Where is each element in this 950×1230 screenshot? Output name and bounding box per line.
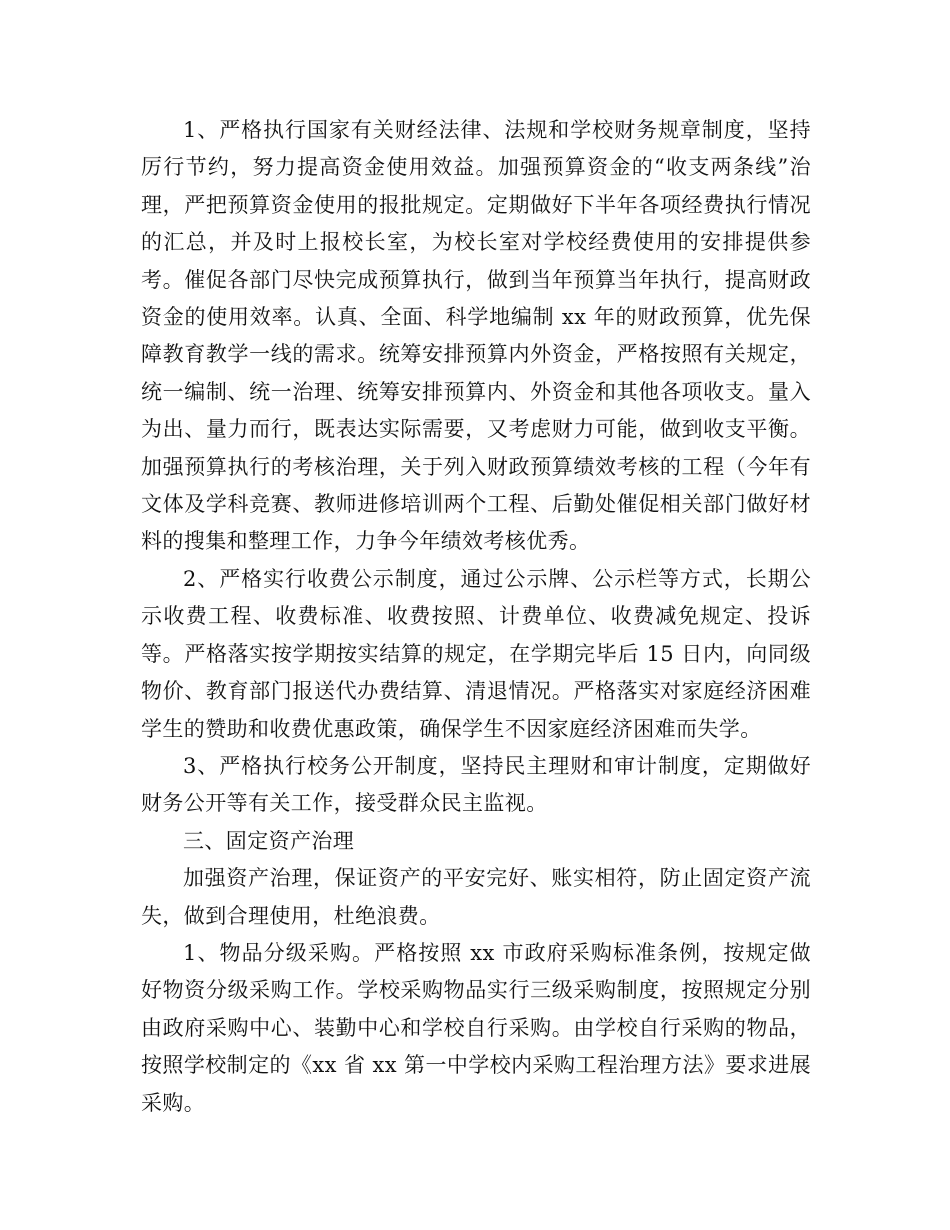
document-body <box>141 112 811 1122</box>
paragraph-tiered-procurement: 1、物品分级采购。严格按照 xx 市政府采购标准条例，按规定做好物资分级采购工作。学校采购物品实行三级采购制度，按照规定分别由政府采购中心、装勤中心和学校自行采购。由学校自行采购的物品，按照学校制定的《xx 省 xx 第一中学校内采购工程治理方法》要求进展采购。 <box>141 940 811 1115</box>
paragraph-school-affairs-disclosure: 3、严格执行校务公开制度，坚持民主理财和审计制度，定期做好财务公开等有关工作，接受群众民主监视。 <box>141 753 811 816</box>
paragraph-asset-management: 加强资产治理，保证资产的平安完好、账实相符，防止固定资产流失，做到合理使用，杜绝浪费。 <box>141 866 811 928</box>
paragraph-fee-disclosure: 2、严格实行收费公示制度，通过公示牌、公示栏等方式，长期公示收费工程、收费标准、收费按照、计费单位、收费减免规定、投诉等。严格落实按学期按实结算的规定，在学期完毕后 15 日内，向同级物价、教育部门报送代办费结算、清退情况。严格落实对家庭经济困难学生的赞助和收费优惠政策，确保学生不因家庭经济困难而失学。 <box>141 566 811 741</box>
paragraph-budget-execution: 1、严格执行国家有关财经法律、法规和学校财务规章制度，坚持厉行节约，努力提高资金使用效益。加强预算资金的“收支两条线”治理，严把预算资金使用的报批规定。定期做好下半年各项经费执行情况的汇总，并及时上报校长室，为校长室对学校经费使用的安排提供参考。催促各部门尽快完成预算执行，做到当年预算当年执行，提高财政资金的使用效率。认真、全面、科学地编制 xx 年的财政预算，优先保障教育教学一线的需求。统筹安排预算内外资金，严格按照有关规定，统一编制、统一治理、统筹安排预算内、外资金和其他各项收支。量入为出、量力而行，既表达实际需要，又考虑财力可能，做到收支平衡。加强预算执行的考核治理，关于列入财政预算绩效考核的工程（今年有文体及学科竞赛、教师进修培训两个工程、后勤处催促相关部门做好材料的搜集和整理工作，力争今年绩效考核优秀。 <box>141 118 811 554</box>
section-heading-fixed-assets: 三、固定资产治理 <box>183 828 355 853</box>
